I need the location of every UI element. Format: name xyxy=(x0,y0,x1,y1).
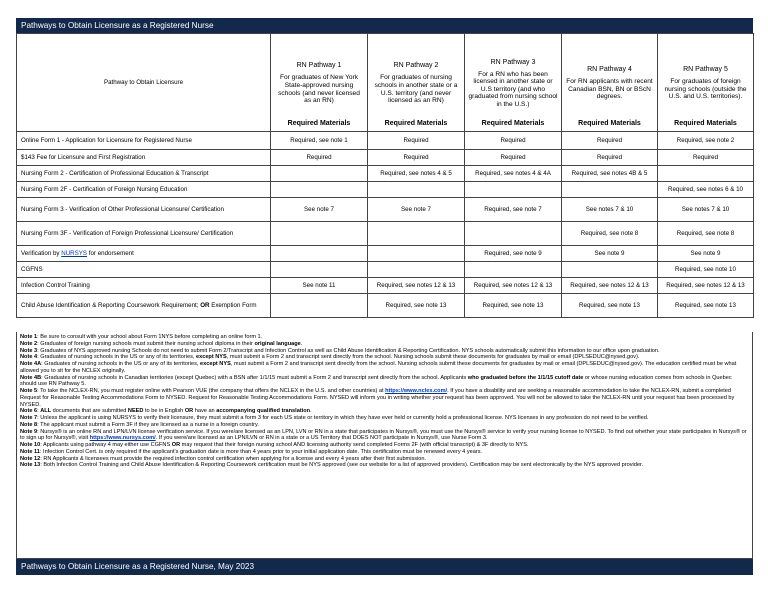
note-text: : Graduates of nursing schools in the US or any of its territories, xyxy=(41,361,201,367)
note-item xyxy=(20,375,749,389)
required-materials-label: Required Materials xyxy=(578,119,641,127)
pathway-title: RN Pathway 2 xyxy=(393,62,439,70)
requirement-cell-pathway-3 xyxy=(465,222,562,246)
nursys-link[interactable]: NURSYS xyxy=(61,249,88,257)
table-row xyxy=(17,278,754,294)
table-row xyxy=(17,294,754,318)
requirement-label: Nursing Form 2F - Certification of Foreign Nursing Education xyxy=(17,182,271,198)
pathway-header-2 xyxy=(368,34,465,132)
note-text: : Infection Control Cert. is only required if the applicant's graduation date is more than 4 years prior to your initial application date. This certification must be renewed every 4 years. xyxy=(39,448,483,455)
note-bold-text: Note 4A xyxy=(20,361,42,367)
pathway-title: RN Pathway 3 xyxy=(490,58,536,66)
pathway-description: For graduates of nursing schools in another state or a U.S. territory (and never licensed as an RN) xyxy=(374,74,458,105)
pathway-table xyxy=(16,33,754,318)
note-text: . xyxy=(300,340,303,347)
table-row xyxy=(17,198,754,222)
note-text: , must submit a Form 2 and transcript sent directly from the school. Nursing schools submit these documents for graduates by mail or email (DPLSEDUC@nysed.gov). The education certified must be what allowed you to sit for the NCLEX originally. xyxy=(20,361,737,374)
note-text: have an xyxy=(193,408,217,415)
pathway-description: For graduates of foreign nursing schools (outside the U.S. and U.S. territories). xyxy=(664,78,747,101)
requirement-cell-pathway-1 xyxy=(271,182,368,198)
note-bold-text: except NYS xyxy=(195,354,227,361)
requirement-label xyxy=(17,294,271,318)
note-item xyxy=(20,361,749,375)
requirement-cell-pathway-4: Required, see notes 12 & 13 xyxy=(562,278,658,294)
requirement-label-text: Verification by xyxy=(21,249,62,257)
note-item xyxy=(20,415,749,422)
note-text: , must submit a Form 2 and transcript sent directly from the school. Nursing schools submit these documents for graduates by mail or email (DPLSEDUC@nysed.gov). xyxy=(226,354,640,361)
table-header-row xyxy=(17,34,754,132)
note-text: : Both Infection Control Training and Child Abuse Identification & Reporting Coursework certification must be NYS approved (see our website for a list of approved providers). Certification may be sent electronically by the NYS approved provider. xyxy=(40,462,644,469)
table-row xyxy=(17,246,754,262)
requirement-label: Infection Control Training xyxy=(17,278,271,294)
pathway-header-5 xyxy=(658,34,754,132)
requirement-cell-pathway-2: Required xyxy=(368,132,465,150)
requirement-cell-pathway-4 xyxy=(562,262,658,278)
required-materials-label: Required Materials xyxy=(481,119,545,127)
requirement-cell-pathway-3 xyxy=(465,182,562,198)
requirement-cell-pathway-2: Required, see notes 4 & 5 xyxy=(368,166,465,182)
pathway-title: RN Pathway 4 xyxy=(587,66,632,74)
requirement-cell-pathway-2 xyxy=(368,246,465,262)
requirement-cell-pathway-3: Required, see note 9 xyxy=(465,246,562,262)
pathway-title: RN Pathway 5 xyxy=(683,66,728,74)
requirement-label: Nursing Form 3 - Verification of Other Professional Licensure/ Certification xyxy=(17,198,271,222)
note-text: : Be sure to consult with your school about Form 1NYS before completing an online form 1. xyxy=(37,334,263,340)
table-row xyxy=(17,262,754,278)
requirement-cell-pathway-4: Required, see note 8 xyxy=(562,222,658,246)
requirement-cell-pathway-2: See note 7 xyxy=(368,198,465,222)
note-bold-text: Note 4B xyxy=(20,374,42,381)
note-bold-text: Note 3 xyxy=(20,347,38,354)
requirement-label-emphasis: OR xyxy=(200,301,210,309)
note-bold-text: Note 8 xyxy=(20,421,38,428)
note-bold-text: Note 7 xyxy=(20,415,38,421)
requirement-cell-pathway-2: Required, see note 13 xyxy=(368,294,465,318)
note-bold-text: Note 5 xyxy=(20,388,38,394)
requirement-cell-pathway-1: Required xyxy=(271,150,368,166)
requirement-cell-pathway-4: See notes 7 & 10 xyxy=(562,198,658,222)
requirement-cell-pathway-2: Required, see notes 12 & 13 xyxy=(368,278,465,294)
requirement-label-text: Exemption Form xyxy=(209,301,257,309)
table-row xyxy=(17,132,754,150)
note-item xyxy=(20,334,749,341)
note-link[interactable]: https://www.nursys.com/ xyxy=(89,435,156,442)
note-bold-text: Note 1 xyxy=(20,334,38,340)
note-item xyxy=(20,348,749,355)
requirement-cell-pathway-4: Required, see notes 4B & 5 xyxy=(562,166,658,182)
requirement-cell-pathway-3: Required, see notes 4 & 4A xyxy=(465,166,562,182)
requirement-cell-pathway-2: Required xyxy=(368,150,465,166)
pathway-description: For RN applicants with recent Canadian BSN, BN or BScN degrees. xyxy=(566,78,653,101)
requirement-cell-pathway-5: Required xyxy=(658,150,754,166)
footer-banner: Pathways to Obtain Licensure as a Registered Nurse, May 2023 xyxy=(16,559,753,575)
pathway-header-4 xyxy=(562,34,658,132)
required-materials-label: Required Materials xyxy=(384,119,448,127)
note-text: to be in English xyxy=(143,408,185,415)
requirement-cell-pathway-4: Required xyxy=(562,150,658,166)
requirement-label: CGFNS xyxy=(17,262,271,278)
requirement-cell-pathway-5: Required, see notes 6 & 10 xyxy=(658,182,754,198)
pathway-header-1 xyxy=(271,34,368,132)
pathway-header-3 xyxy=(465,34,562,132)
requirement-label-text: Child Abuse Identification & Reporting Coursework Requirement; xyxy=(21,301,201,309)
note-text: or whose nursing education comes from schools in Quebec should use RN Pathway 5. xyxy=(20,374,732,388)
note-text: : Graduates of nursing schools in Canadian territories (except Quebec) with a BSN after 1/1/15 must submit a Form 2 and transcript sent directly from the school. Applicants xyxy=(41,374,468,381)
pathway-description: For a RN who has been licensed in another state or U.S territory (and who graduated from nursing school in the U.S.) xyxy=(468,70,558,108)
requirement-cell-pathway-5: Required, see note 8 xyxy=(658,222,754,246)
table-row xyxy=(17,166,754,182)
note-item xyxy=(20,388,749,408)
required-materials-label: Required Materials xyxy=(674,119,737,127)
requirement-label: Nursing Form 3F - Verification of Foreign Professional Licensure/ Certification xyxy=(17,222,271,246)
note-text: : Unless the applicant is using NURSYS to verify their licensure, they must submit a form 3 for each US state or territory in which they have ever held or currently hold a professional license. NYS licenses in any profession do not need to be verified. xyxy=(37,415,649,421)
note-text: : The applicant must submit a Form 3F if they are licensed as a nurse in a foreign country. xyxy=(37,421,259,428)
table-title: Pathway to Obtain Licensure xyxy=(17,34,271,132)
note-bold-text: except NYS xyxy=(200,361,231,367)
requirement-cell-pathway-1 xyxy=(271,246,368,262)
requirement-cell-pathway-3: Required xyxy=(465,132,562,150)
requirement-cell-pathway-5 xyxy=(658,166,754,182)
requirement-cell-pathway-1 xyxy=(271,294,368,318)
note-bold-text: who graduated before the 1/1/15 cutoff date xyxy=(467,374,584,381)
note-text: : Nursys® is an online RN and LPN/LVN license verification service. If you were/are licensed as an LPN, LVN or RN in a state that participates in Nursys®, you must use the Nursys® service to verify your nursing license to NYSED. To find out whether your state participates in Nursys® or to sign up for Nursys®, visit xyxy=(20,428,747,442)
note-bold-text: original language xyxy=(254,340,301,347)
note-bold-text: Note 13 xyxy=(20,462,41,469)
note-bold-text: Note 9 xyxy=(20,428,38,435)
note-text: : To take the NCLEX-RN, you must register online with Pearson VUE (the company that offers the NCLEX in the U.S. and other countries) at xyxy=(37,388,386,394)
pathway-title: RN Pathway 1 xyxy=(296,62,342,70)
note-bold-text: Note 4 xyxy=(20,354,38,361)
note-bold-text: Note 12 xyxy=(20,455,41,462)
note-bold-text: NEED xyxy=(127,408,144,415)
note-text: : Applicants using pathway 4 may either use CGFNS xyxy=(40,442,172,448)
note-text: : Graduates of foreign nursing schools must submit their nursing school diploma in their xyxy=(37,340,255,347)
note-bold-text: OR xyxy=(171,442,181,448)
note-item xyxy=(20,408,749,415)
requirement-cell-pathway-3: Required, see note 13 xyxy=(465,294,562,318)
requirement-cell-pathway-5: See notes 7 & 10 xyxy=(658,198,754,222)
pathway-description: For graduates of New York State-approved nursing schools (and never licensed as an RN) xyxy=(278,74,360,105)
note-item xyxy=(20,354,749,361)
note-item xyxy=(20,462,749,469)
note-bold-text: ALL xyxy=(40,408,52,415)
requirement-label: $143 Fee for Licensure and First Registration xyxy=(17,150,271,166)
requirement-label: Online Form 1 - Application for Licensure for Registered Nurse xyxy=(17,132,271,150)
requirement-cell-pathway-4: Required, see note 13 xyxy=(562,294,658,318)
note-link[interactable]: https://www.nclex.com/ xyxy=(385,388,448,394)
note-text: . If you have a disability and are seeking a reasonable accommodation to take the NCLEX-RN, submit a completed Request for Reasonable Testing Accommodations Form to NYSED. Request for Reasonable Testing Accommodations Form. NYSED will inform you in writing whether your request has been approved. You will not be allowed to take the NCLEX-RN until your request has been processed by NYSED. xyxy=(20,388,735,408)
requirement-cell-pathway-5: Required, see notes 12 & 13 xyxy=(658,278,754,294)
note-bold-text: Note 10 xyxy=(20,442,41,448)
requirement-cell-pathway-2 xyxy=(368,262,465,278)
notes-section xyxy=(16,332,753,559)
requirement-cell-pathway-1: See note 11 xyxy=(271,278,368,294)
requirement-cell-pathway-5: Required, see note 13 xyxy=(658,294,754,318)
note-item xyxy=(20,422,749,429)
header-banner: Pathways to Obtain Licensure as a Registered Nurse xyxy=(16,18,753,33)
requirement-cell-pathway-5: Required, see note 2 xyxy=(658,132,754,150)
note-text: . If you were/are licensed as an LPN/LVN or RN in a state or a US Territory that DOES NOT participate in Nursys®, use Nurse Form 3. xyxy=(155,435,488,442)
note-bold-text: accompanying qualified translation xyxy=(216,408,311,415)
requirement-cell-pathway-1 xyxy=(271,222,368,246)
requirement-label-text: for endorsement xyxy=(87,249,134,257)
requirement-cell-pathway-1: See note 7 xyxy=(271,198,368,222)
required-materials-label: Required Materials xyxy=(287,119,351,127)
table-row xyxy=(17,150,754,166)
note-item xyxy=(20,442,749,449)
requirement-label xyxy=(17,246,271,262)
requirement-cell-pathway-5: See note 9 xyxy=(658,246,754,262)
note-item xyxy=(20,456,749,463)
note-bold-text: Note 6 xyxy=(20,408,38,415)
requirement-cell-pathway-4: See note 9 xyxy=(562,246,658,262)
requirement-cell-pathway-3: Required xyxy=(465,150,562,166)
requirement-cell-pathway-2 xyxy=(368,222,465,246)
requirement-cell-pathway-4 xyxy=(562,182,658,198)
note-item xyxy=(20,449,749,456)
requirement-cell-pathway-3: Required, see note 7 xyxy=(465,198,562,222)
note-text: : Graduates of nursing schools in the US or any of its territories, xyxy=(37,354,196,361)
note-bold-text: Note 11 xyxy=(20,448,40,455)
requirement-cell-pathway-2 xyxy=(368,182,465,198)
requirement-cell-pathway-1: Required, see note 1 xyxy=(271,132,368,150)
note-text: may request that their foreign nursing school AND licensing authority send completed Forms 2F (with official transcript) & 3F directly to NYS. xyxy=(180,442,529,448)
requirement-cell-pathway-1 xyxy=(271,166,368,182)
note-item xyxy=(20,429,749,443)
note-bold-text: OR xyxy=(184,408,194,415)
note-text: : xyxy=(37,408,41,415)
note-bold-text: Note 2 xyxy=(20,340,38,347)
requirement-cell-pathway-4: Required xyxy=(562,132,658,150)
requirement-cell-pathway-1 xyxy=(271,262,368,278)
requirement-cell-pathway-3: Required, see notes 12 & 13 xyxy=(465,278,562,294)
table-row xyxy=(17,222,754,246)
requirement-cell-pathway-3 xyxy=(465,262,562,278)
note-text: . xyxy=(310,408,312,415)
note-text: : RN Applicants & licensees must provide the required infection control certification when applying for a license and every 4 years after their first submission. xyxy=(40,455,427,462)
note-item xyxy=(20,341,749,348)
requirement-cell-pathway-5: Required, see note 10 xyxy=(658,262,754,278)
note-text: : Graduates of NYS approved nursing Schools do not need to submit Form 2/Transcript and Infection Control as well as Child Abuse Identification & Reporting Certification. NYS schools automatically submit this information to our office upon graduation. xyxy=(37,347,660,354)
note-text: documents that are submitted xyxy=(51,408,128,415)
requirement-label: Nursing Form 2 - Certification of Professional Education & Transcript xyxy=(17,166,271,182)
table-row xyxy=(17,182,754,198)
